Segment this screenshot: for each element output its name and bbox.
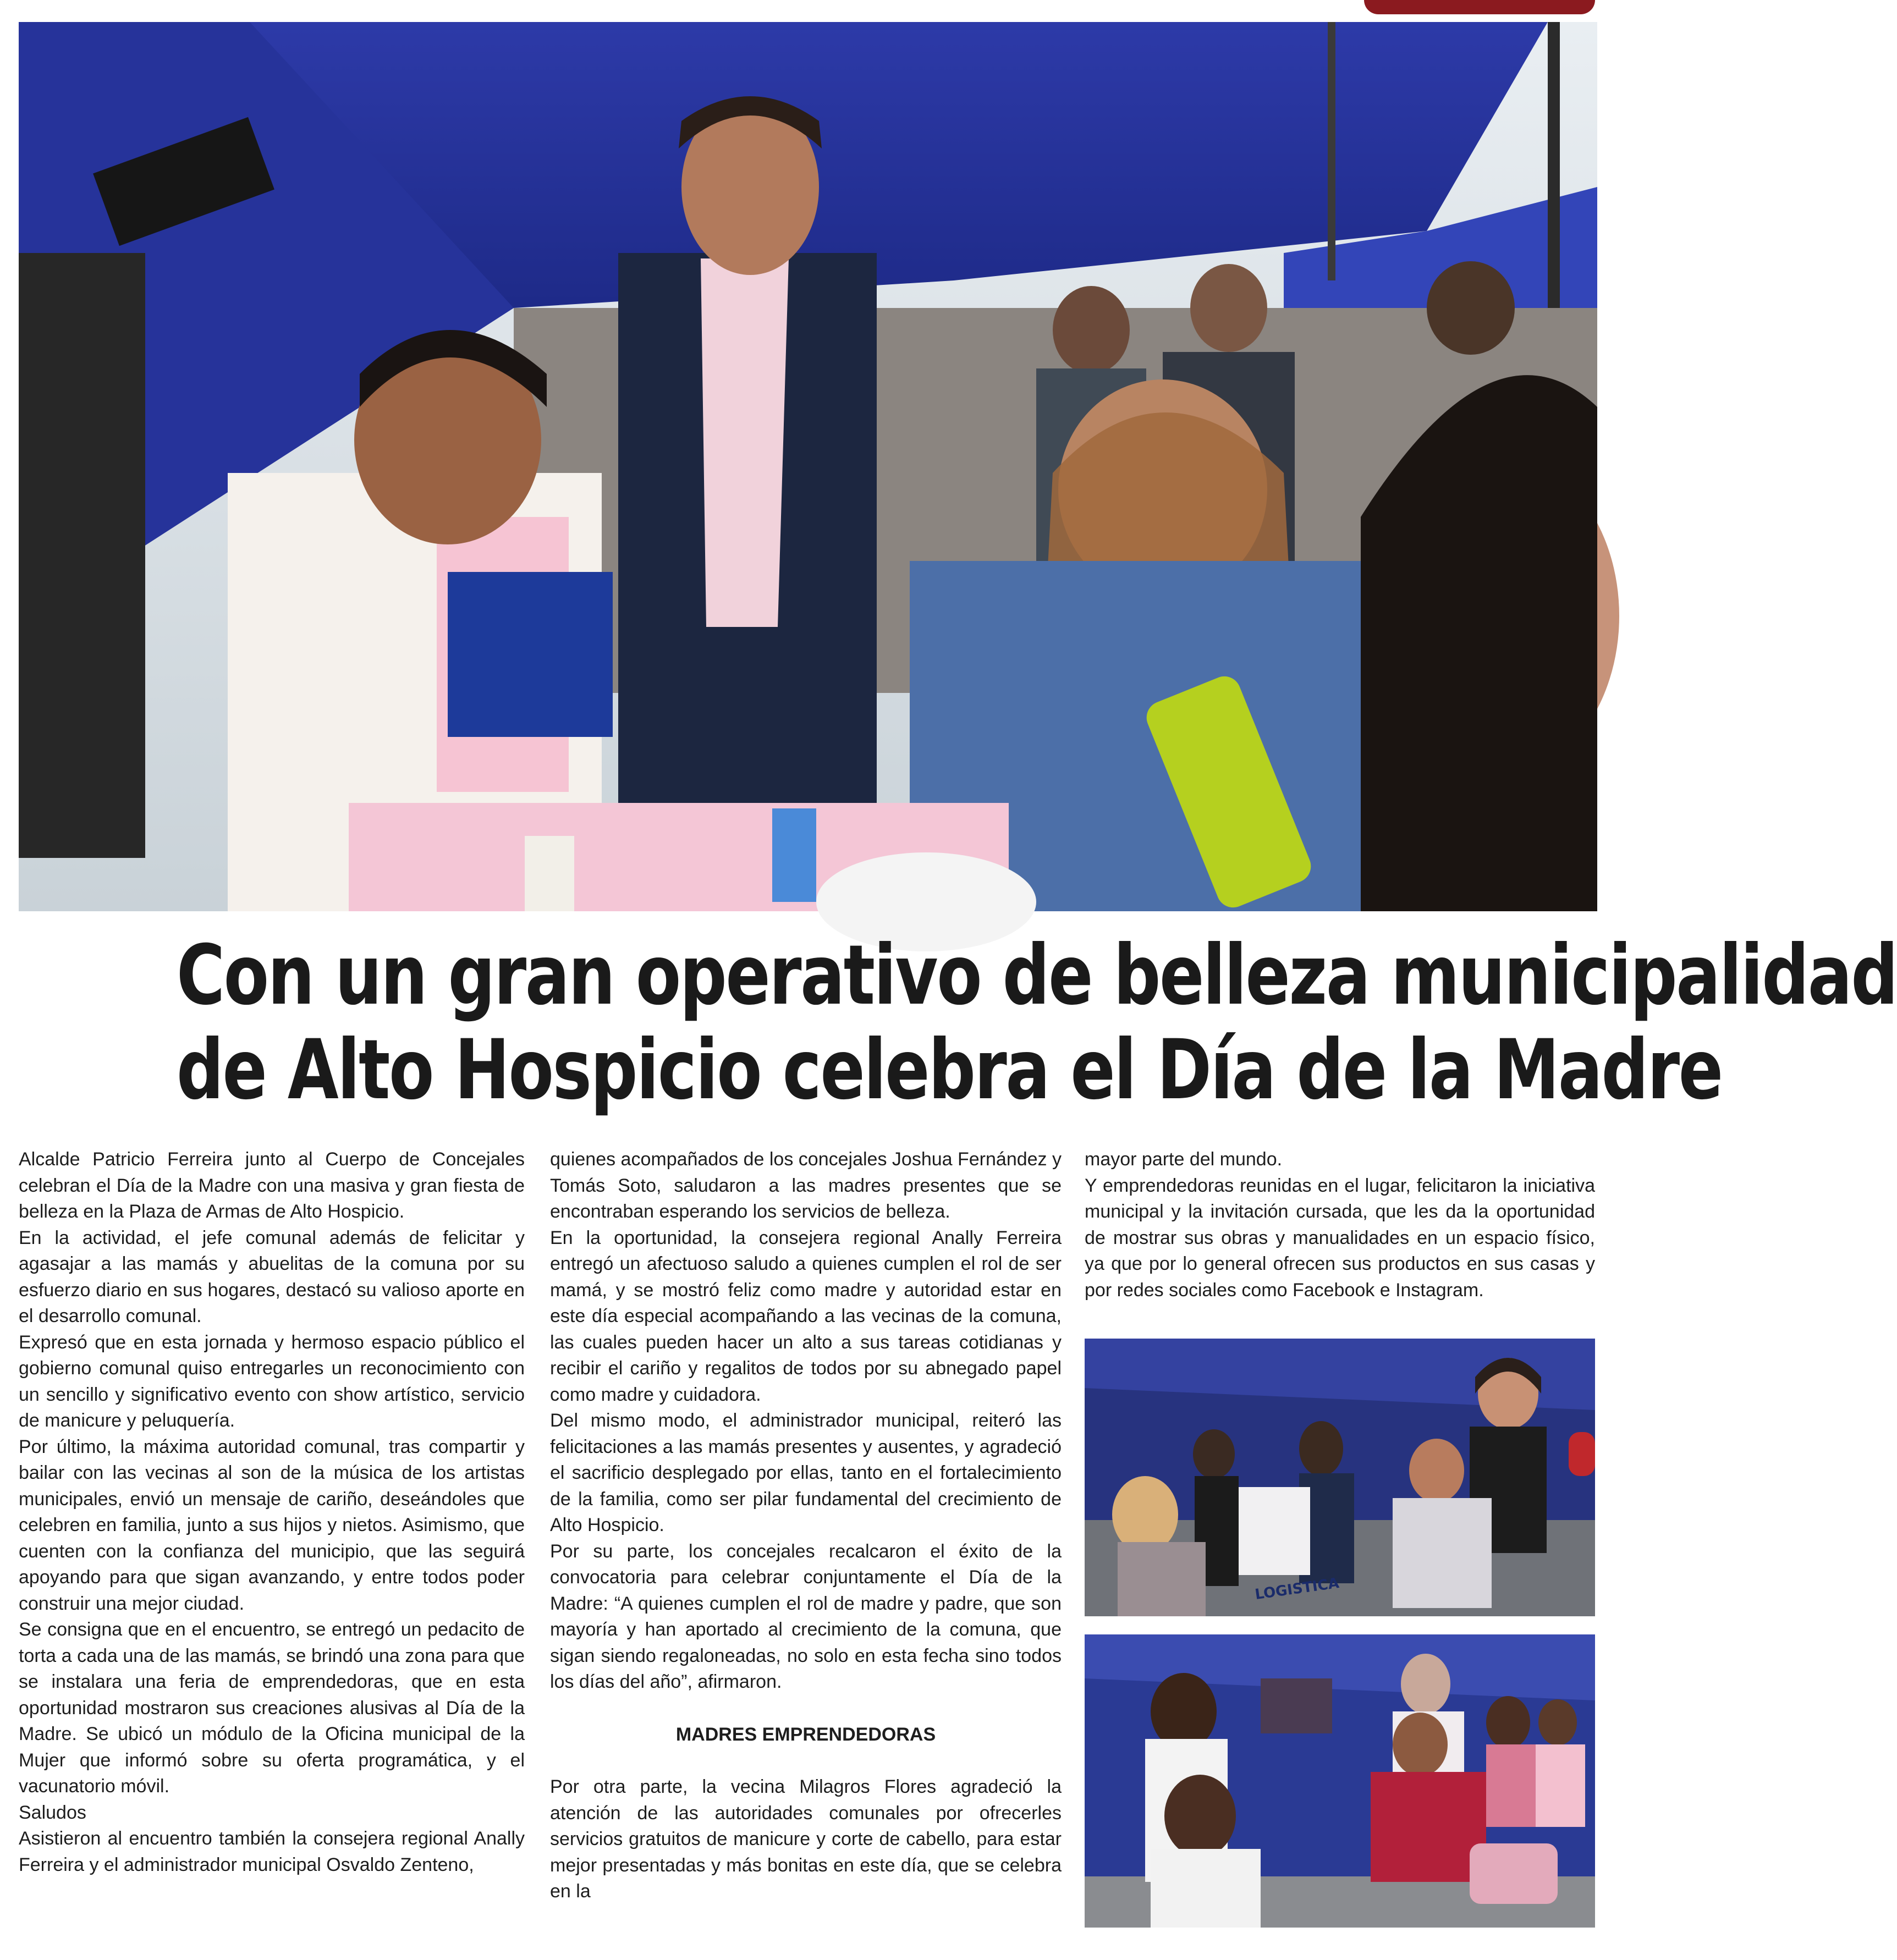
paragraph: Y emprendedoras reunidas en el lugar, felicitaron la iniciativa municipal y la invitación cursada, que les da la oportunidad de mostrar sus obras y manualidades en un espacio físico, ya que por lo general ofrecen sus productos en sus casas y por redes sociales como Facebook e Instagram. bbox=[1085, 1175, 1595, 1301]
paragraph: Por último, la máxima autoridad comunal, tras compartir y bailar con las vecinas al son de la música de los artistas municipales, envió un mensaje de cariño, deseándoles que celebren en familia, junto a sus hijos y nietos. Asimismo, que cuenten con la confianza del municipio, que las seguirá apoyando para que sigan avanzando, y entre todos poder construir una mejor ciudad. bbox=[19, 1436, 525, 1614]
paragraph: Por su parte, los concejales recalcaron el éxito de la convocatoria para celebrar conjuntamente el Día de la Madre: “A quienes cumplen el rol de madre y padre, que son mayoría y han aportado al crecimiento de la comuna, que sigan siendo regaloneadas, no solo en esta fecha sino todos los días del año”, afirmaron. bbox=[550, 1540, 1062, 1692]
salon-photo-illustration bbox=[1085, 1339, 1595, 1616]
apron-label: LOGISTICA bbox=[1253, 1574, 1340, 1604]
section-tab-bar bbox=[1364, 0, 1595, 14]
paragraph: En la oportunidad, la consejera regional Anally Ferreira entregó un afectuoso saludo a quienes cumplen el rol de ser mamá, y se mostró feliz como madre y autoridad estar en este día especial acompañando a las vecinas de la comuna, las cuales pueden hacer un alto a sus tareas cotidianas y recibir el cariño y regalitos de todos por su abnegado papel como madre y cuidadora. bbox=[550, 1227, 1062, 1405]
article-column-3 bbox=[1085, 1147, 1595, 1303]
paragraph: En la actividad, el jefe comunal además de felicitar y agasajar a las mamás y abuelitas de la comuna por su esfuerzo diario en sus hogares, destacó su valioso aporte en el desarrollo comunal. bbox=[19, 1227, 525, 1326]
paragraph: Alcalde Patricio Ferreira junto al Cuerpo de Concejales celebran el Día de la Madre con una masiva y gran fiesta de belleza en la Plaza de Armas de Alto Hospicio. bbox=[19, 1149, 525, 1222]
hero-photo bbox=[19, 22, 1597, 911]
makeup-photo-illustration bbox=[1085, 1634, 1595, 1928]
article-column-1 bbox=[19, 1147, 525, 1878]
paragraph: Expresó que en esta jornada y hermoso espacio público el gobierno comunal quiso entregarles un reconocimiento con un sencillo y significativo evento con show artístico, servicio de manicure y peluquería. bbox=[19, 1331, 525, 1431]
subheading: MADRES EMPRENDEDORAS bbox=[675, 1724, 936, 1745]
paragraph: Asistieron al encuentro también la consejera regional Anally Ferreira y el administrador municipal Osvaldo Zenteno, bbox=[19, 1828, 525, 1875]
salon-photo bbox=[1085, 1339, 1595, 1616]
paragraph: quienes acompañados de los concejales Joshua Fernández y Tomás Soto, saludaron a las madres presentes que se encontraban esperando los servicios de belleza. bbox=[550, 1149, 1062, 1222]
section-label: Saludos bbox=[19, 1802, 86, 1823]
hero-photo-illustration bbox=[19, 22, 1597, 911]
article-headline bbox=[177, 928, 1897, 1118]
headline-line-1: Con un gran operativo de belleza municipalidad bbox=[177, 928, 1897, 1023]
paragraph: Del mismo modo, el administrador municipal, reiteró las felicitaciones a las mamás presentes y ausentes, y agradeció el sacrificio desplegado por ellas, tanto en el fortalecimiento de la familia, como ser pilar fundamental del crecimiento de Alto Hospicio. bbox=[550, 1410, 1062, 1535]
paragraph: mayor parte del mundo. bbox=[1085, 1149, 1283, 1170]
makeup-photo bbox=[1085, 1634, 1595, 1928]
paragraph: Se consigna que en el encuentro, se entregó un pedacito de torta a cada una de las mamás, se brindó una zona para que se instalara una feria de emprendedoras, que en esta oportunidad mostraron sus creaciones alusivas al Día de la Madre. Se ubicó un módulo de la Oficina municipal de la Mujer que informó sobre su oferta programática, y el vacunatorio móvil. bbox=[19, 1619, 525, 1797]
paragraph: Por otra parte, la vecina Milagros Flores agradeció la atención de las autoridades comunales por ofrecerles servicios gratuitos de manicure y corte de cabello, para estar mejor presentadas y más bonitas en este día, que se celebra en la bbox=[550, 1776, 1062, 1902]
article-column-2 bbox=[550, 1147, 1062, 1905]
headline-line-2: de Alto Hospicio celebra el Día de la Madre bbox=[177, 1022, 1722, 1118]
